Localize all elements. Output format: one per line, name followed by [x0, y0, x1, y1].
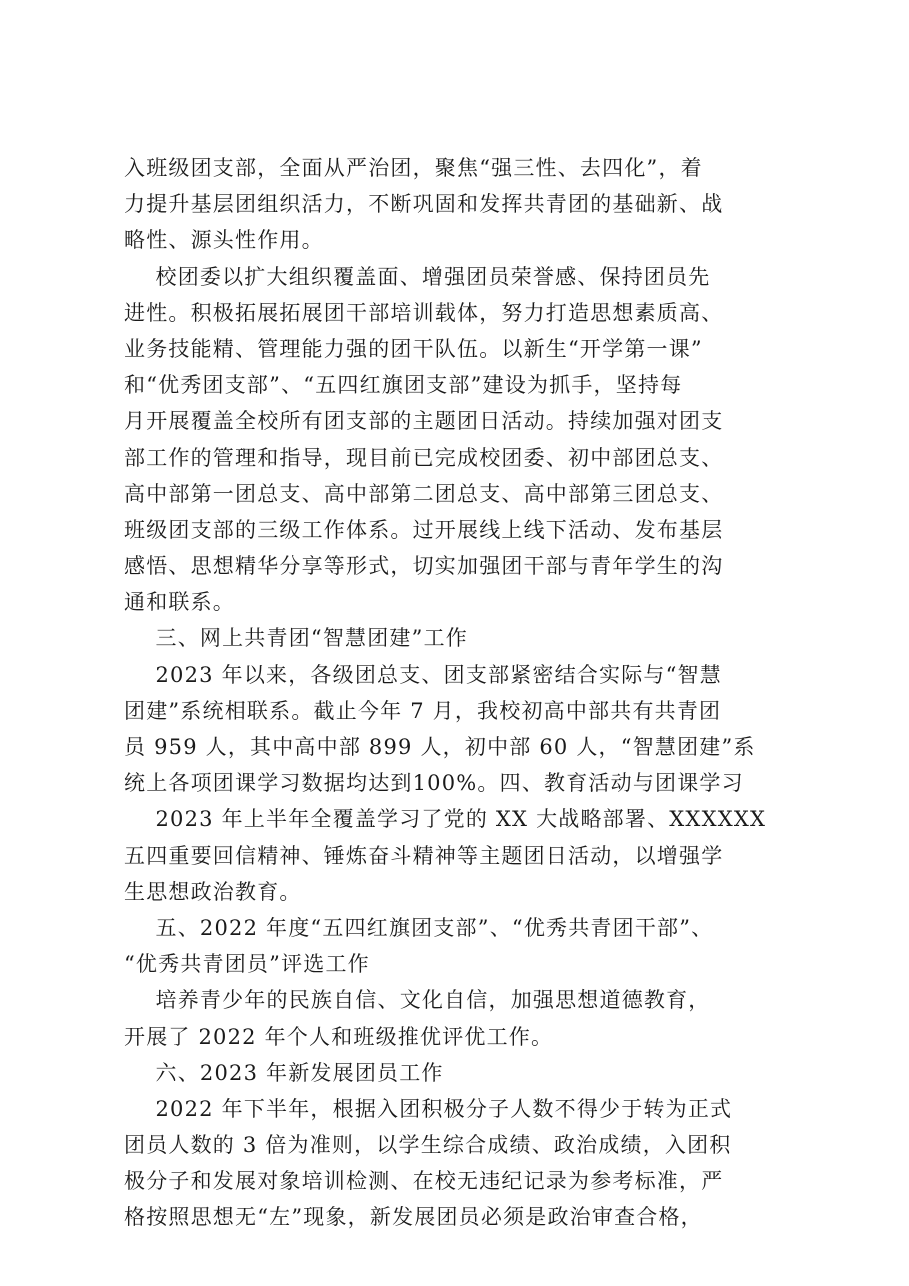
- text-line: 和“优秀团支部”、“五四红旗团支部”建设为抓手，坚持每: [124, 373, 683, 398]
- section-heading: 三、网上共青团“智慧团建”工作: [124, 626, 468, 651]
- text-line: 高中部第一团总支、高中部第二团总支、高中部第三团总支、: [124, 481, 724, 506]
- text-line: 生思想政治教育。: [124, 879, 302, 904]
- text-line: 2023 年上半年全覆盖学习了党的 XX 大战略部署、XXXXXX: [124, 807, 767, 832]
- text-line: 力提升基层团组织活力，不断巩固和发挥共青团的基础新、战: [124, 192, 724, 217]
- text-line: 入班级团支部，全面从严治团，聚焦“强三性、去四化”，着: [124, 156, 703, 180]
- text-line: 部工作的管理和指导，现目前已完成校团委、初中部团总支、: [124, 445, 724, 470]
- text-line: 略性、源头性作用。: [124, 228, 324, 253]
- text-line: 通和联系。: [124, 590, 235, 615]
- document-body: [124, 150, 814, 1236]
- section-heading: 六、2023 年新发展团员工作: [124, 1060, 444, 1085]
- text-line: 团员人数的 3 倍为准则，以学生综合成绩、政治成绩，入团积: [124, 1133, 732, 1158]
- text-line: 业务技能精、管理能力强的团干队伍。以新生“开学第一课”: [124, 336, 703, 361]
- text-line: 感悟、思想精华分享等形式，切实加强团干部与青年学生的沟: [124, 554, 724, 579]
- text-line: 班级团支部的三级工作体系。过开展线上线下活动、发布基层: [124, 517, 724, 542]
- text-line: 进性。积极拓展拓展团干部培训载体，努力打造思想素质高、: [124, 300, 724, 325]
- text-line: 2022 年下半年，根据入团积极分子人数不得少于转为正式: [124, 1096, 733, 1121]
- text-line: 校团委以扩大组织覆盖面、增强团员荣誉感、保持团员先: [124, 264, 711, 289]
- text-line: 月开展覆盖全校所有团支部的主题团日活动。持续加强对团支: [124, 409, 724, 434]
- text-line: 统上各项团课学习数据均达到100%。四、教育活动与团课学习: [124, 771, 744, 796]
- text-line: 极分子和发展对象培训检测、在校无违纪记录为参考标准，严: [124, 1169, 724, 1194]
- text-line: 培养青少年的民族自信、文化自信，加强思想道德教育，: [124, 988, 711, 1013]
- section-heading: 五、2022 年度“五四红旗团支部”、“优秀共青团干部”、: [124, 915, 714, 940]
- section-heading: “优秀共青团员”评选工作: [124, 952, 370, 977]
- text-line: 开展了 2022 年个人和班级推优评优工作。: [124, 1024, 554, 1049]
- text-line: 格按照思想无“左”现象，新发展团员必须是政治审查合格，: [124, 1205, 703, 1230]
- text-line: 2023 年以来，各级团总支、团支部紧密结合实际与“智慧: [124, 662, 722, 687]
- text-line: 团建”系统相联系。截止今年 7 月，我校初高中部共有共青团: [124, 698, 722, 723]
- text-line: 五四重要回信精神、锤炼奋斗精神等主题团日活动，以增强学: [124, 843, 724, 868]
- text-line: 员 959 人，其中高中部 899 人，初中部 60 人，“智慧团建”系: [124, 735, 756, 759]
